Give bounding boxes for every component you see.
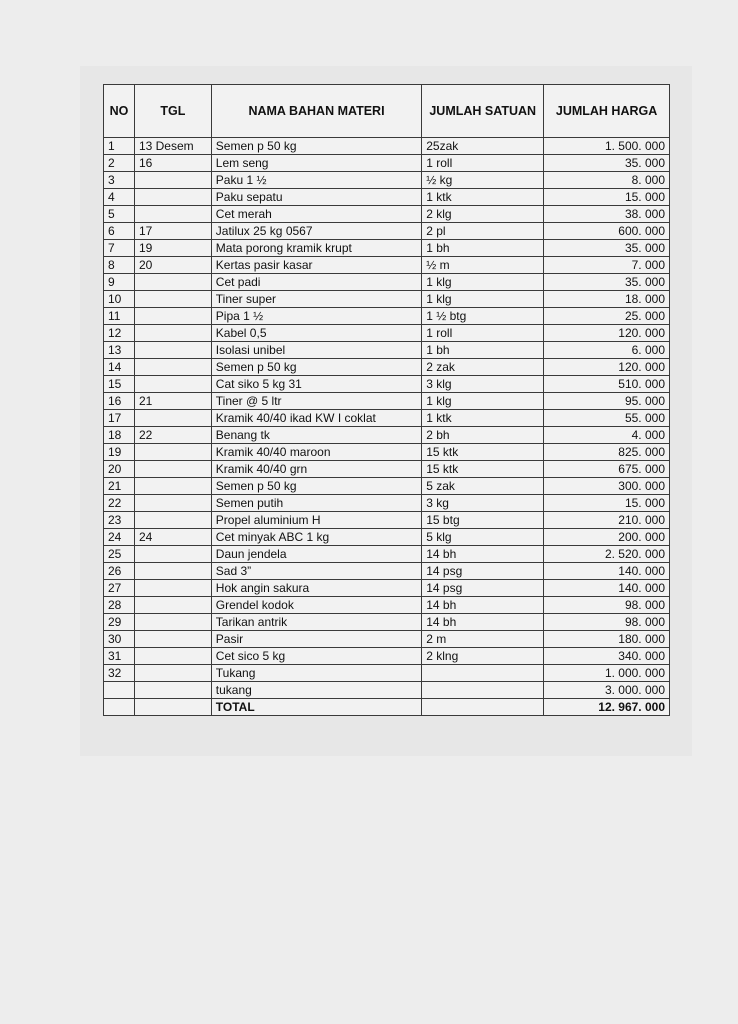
cell-no: 32 [104, 665, 135, 682]
cell-nama: Paku 1 ½ [211, 172, 421, 189]
cell-tgl [134, 308, 211, 325]
cell-no: 3 [104, 172, 135, 189]
cell-tgl: 16 [134, 155, 211, 172]
cell-no: 29 [104, 614, 135, 631]
cell-nama: Cet padi [211, 274, 421, 291]
cell-tgl [134, 546, 211, 563]
table-row [104, 308, 670, 325]
cell-satuan: 2 pl [422, 223, 544, 240]
cell-satuan: 14 bh [422, 546, 544, 563]
cell-satuan: 14 bh [422, 597, 544, 614]
cell-no: 30 [104, 631, 135, 648]
cell-nama: Cet sico 5 kg [211, 648, 421, 665]
cell-harga: 120. 000 [544, 359, 670, 376]
cell-harga: 35. 000 [544, 274, 670, 291]
table-row [104, 342, 670, 359]
cell-satuan: 25zak [422, 138, 544, 155]
cell-harga: 340. 000 [544, 648, 670, 665]
cell-harga: 35. 000 [544, 155, 670, 172]
cell-no: 1 [104, 138, 135, 155]
header-satuan: JUMLAH SATUAN [422, 85, 544, 138]
table-row [104, 155, 670, 172]
cell-nama: Cat siko 5 kg 31 [211, 376, 421, 393]
cell-no: 24 [104, 529, 135, 546]
cell-tgl [134, 274, 211, 291]
table-row [104, 478, 670, 495]
cell-nama: Semen p 50 kg [211, 138, 421, 155]
cell-nama: Kabel 0,5 [211, 325, 421, 342]
cell-tgl [134, 563, 211, 580]
cell-harga: 140. 000 [544, 563, 670, 580]
cell-nama: Tiner super [211, 291, 421, 308]
table-row [104, 631, 670, 648]
cell-satuan: 2 klg [422, 206, 544, 223]
cell-satuan: ½ kg [422, 172, 544, 189]
cell-harga: 15. 000 [544, 189, 670, 206]
cell-satuan: 14 psg [422, 563, 544, 580]
total-label: TOTAL [211, 699, 421, 716]
table-row [104, 512, 670, 529]
cell-tgl [134, 631, 211, 648]
cell-nama: tukang [211, 682, 421, 699]
cell-no: 5 [104, 206, 135, 223]
cell-harga: 3. 000. 000 [544, 682, 670, 699]
cell-harga: 4. 000 [544, 427, 670, 444]
cell-tgl [134, 682, 211, 699]
cell-satuan: 3 kg [422, 495, 544, 512]
table-row [104, 682, 670, 699]
cell-satuan: 5 klg [422, 529, 544, 546]
cell-tgl [134, 614, 211, 631]
cell-harga: 210. 000 [544, 512, 670, 529]
cell-tgl [134, 291, 211, 308]
cell-no: 16 [104, 393, 135, 410]
cell-tgl [134, 342, 211, 359]
cell-satuan: 2 m [422, 631, 544, 648]
table-row [104, 597, 670, 614]
cell-nama: Pipa 1 ½ [211, 308, 421, 325]
header-tgl: TGL [134, 85, 211, 138]
cell-tgl [134, 189, 211, 206]
cell-nama: Hok angin sakura [211, 580, 421, 597]
cell-tgl [134, 478, 211, 495]
table-row [104, 648, 670, 665]
cell-no: 7 [104, 240, 135, 257]
cell-tgl: 20 [134, 257, 211, 274]
cell-satuan: 15 ktk [422, 444, 544, 461]
cell-satuan: 15 ktk [422, 461, 544, 478]
table-body [104, 138, 670, 716]
cell-nama: Propel aluminium H [211, 512, 421, 529]
cell-satuan [422, 682, 544, 699]
cell-harga: 300. 000 [544, 478, 670, 495]
cell-tgl [134, 648, 211, 665]
table-row [104, 546, 670, 563]
cell-satuan: 1 bh [422, 342, 544, 359]
table-row [104, 359, 670, 376]
cell-satuan: 3 klg [422, 376, 544, 393]
cell-no: 22 [104, 495, 135, 512]
table-row [104, 291, 670, 308]
table-row [104, 614, 670, 631]
cell-no: 15 [104, 376, 135, 393]
cell-satuan: 1 ½ btg [422, 308, 544, 325]
cell-satuan: 2 klng [422, 648, 544, 665]
cell-harga: 15. 000 [544, 495, 670, 512]
cell-tgl: 22 [134, 427, 211, 444]
cell-tgl: 21 [134, 393, 211, 410]
cell-satuan: 1 roll [422, 155, 544, 172]
cell-tgl [134, 597, 211, 614]
table-row [104, 257, 670, 274]
cell-tgl [134, 359, 211, 376]
cell-nama: Semen p 50 kg [211, 478, 421, 495]
cell-nama: Sad 3” [211, 563, 421, 580]
header-nama: NAMA BAHAN MATERI [211, 85, 421, 138]
total-cell-tgl [134, 699, 211, 716]
cell-harga: 35. 000 [544, 240, 670, 257]
cell-satuan: 1 klg [422, 393, 544, 410]
cell-no: 20 [104, 461, 135, 478]
material-cost-table [103, 84, 670, 716]
table-row [104, 206, 670, 223]
cell-harga: 510. 000 [544, 376, 670, 393]
cell-harga: 55. 000 [544, 410, 670, 427]
cell-no: 9 [104, 274, 135, 291]
total-value: 12. 967. 000 [544, 699, 670, 716]
cell-harga: 120. 000 [544, 325, 670, 342]
cell-no: 25 [104, 546, 135, 563]
cell-harga: 600. 000 [544, 223, 670, 240]
cell-satuan: 1 roll [422, 325, 544, 342]
cell-nama: Kramik 40/40 maroon [211, 444, 421, 461]
cell-satuan: 1 bh [422, 240, 544, 257]
cell-harga: 140. 000 [544, 580, 670, 597]
cell-tgl [134, 172, 211, 189]
cell-no: 10 [104, 291, 135, 308]
cell-no: 13 [104, 342, 135, 359]
cell-nama: Isolasi unibel [211, 342, 421, 359]
cell-nama: Pasir [211, 631, 421, 648]
cell-tgl [134, 580, 211, 597]
cell-satuan: 14 bh [422, 614, 544, 631]
cell-tgl: 13 Desem [134, 138, 211, 155]
total-cell-satuan [422, 699, 544, 716]
cell-no: 26 [104, 563, 135, 580]
cell-no: 27 [104, 580, 135, 597]
table-row [104, 461, 670, 478]
cell-no: 18 [104, 427, 135, 444]
cell-nama: Kertas pasir kasar [211, 257, 421, 274]
cell-nama: Cet minyak ABC 1 kg [211, 529, 421, 546]
cell-tgl [134, 665, 211, 682]
total-row [104, 699, 670, 716]
cell-tgl [134, 444, 211, 461]
cell-tgl [134, 410, 211, 427]
total-cell-no [104, 699, 135, 716]
cell-satuan: 2 zak [422, 359, 544, 376]
cell-nama: Semen putih [211, 495, 421, 512]
table-row [104, 665, 670, 682]
cell-satuan: 14 psg [422, 580, 544, 597]
cell-tgl [134, 325, 211, 342]
table-row [104, 410, 670, 427]
cell-harga: 675. 000 [544, 461, 670, 478]
table-row [104, 325, 670, 342]
cell-no: 17 [104, 410, 135, 427]
cell-harga: 98. 000 [544, 614, 670, 631]
cell-no: 14 [104, 359, 135, 376]
cell-satuan: 15 btg [422, 512, 544, 529]
cell-satuan: ½ m [422, 257, 544, 274]
cell-tgl: 17 [134, 223, 211, 240]
cell-no: 6 [104, 223, 135, 240]
header-harga: JUMLAH HARGA [544, 85, 670, 138]
cell-satuan: 2 bh [422, 427, 544, 444]
table-row [104, 495, 670, 512]
cell-tgl: 19 [134, 240, 211, 257]
cell-no: 2 [104, 155, 135, 172]
cell-nama: Tarikan antrik [211, 614, 421, 631]
cell-satuan [422, 665, 544, 682]
cell-nama: Cet merah [211, 206, 421, 223]
cell-nama: Daun jendela [211, 546, 421, 563]
cell-harga: 825. 000 [544, 444, 670, 461]
table-row [104, 223, 670, 240]
cell-tgl [134, 376, 211, 393]
cell-no: 4 [104, 189, 135, 206]
table-header-row [104, 85, 670, 138]
cell-no: 31 [104, 648, 135, 665]
cell-no: 21 [104, 478, 135, 495]
cell-no [104, 682, 135, 699]
cell-no: 12 [104, 325, 135, 342]
table-row [104, 529, 670, 546]
cell-tgl [134, 461, 211, 478]
cell-nama: Kramik 40/40 ikad KW I coklat [211, 410, 421, 427]
table-row [104, 580, 670, 597]
cell-harga: 8. 000 [544, 172, 670, 189]
cell-harga: 95. 000 [544, 393, 670, 410]
table-row [104, 172, 670, 189]
cell-nama: Benang tk [211, 427, 421, 444]
cell-harga: 18. 000 [544, 291, 670, 308]
cell-nama: Tiner @ 5 ltr [211, 393, 421, 410]
cell-nama: Paku sepatu [211, 189, 421, 206]
cell-nama: Mata porong kramik krupt [211, 240, 421, 257]
cell-nama: Semen p 50 kg [211, 359, 421, 376]
cell-nama: Jatilux 25 kg 0567 [211, 223, 421, 240]
cell-harga: 1. 000. 000 [544, 665, 670, 682]
cell-no: 23 [104, 512, 135, 529]
cell-harga: 38. 000 [544, 206, 670, 223]
cell-harga: 7. 000 [544, 257, 670, 274]
header-no: NO [104, 85, 135, 138]
cell-harga: 1. 500. 000 [544, 138, 670, 155]
table-row [104, 274, 670, 291]
table-row [104, 240, 670, 257]
cell-nama: Grendel kodok [211, 597, 421, 614]
cell-nama: Kramik 40/40 grn [211, 461, 421, 478]
cell-tgl [134, 495, 211, 512]
cell-harga: 25. 000 [544, 308, 670, 325]
cell-no: 8 [104, 257, 135, 274]
cell-harga: 2. 520. 000 [544, 546, 670, 563]
cell-no: 28 [104, 597, 135, 614]
cell-tgl [134, 206, 211, 223]
table-row [104, 189, 670, 206]
cell-tgl [134, 512, 211, 529]
cell-satuan: 1 klg [422, 274, 544, 291]
cell-satuan: 5 zak [422, 478, 544, 495]
table-row [104, 138, 670, 155]
table-row [104, 427, 670, 444]
cell-nama: Tukang [211, 665, 421, 682]
cell-harga: 98. 000 [544, 597, 670, 614]
cell-satuan: 1 ktk [422, 189, 544, 206]
cell-satuan: 1 ktk [422, 410, 544, 427]
table-row [104, 393, 670, 410]
table-row [104, 376, 670, 393]
cell-harga: 180. 000 [544, 631, 670, 648]
cell-harga: 6. 000 [544, 342, 670, 359]
cell-nama: Lem seng [211, 155, 421, 172]
table-row [104, 563, 670, 580]
cell-satuan: 1 klg [422, 291, 544, 308]
cell-no: 11 [104, 308, 135, 325]
cell-no: 19 [104, 444, 135, 461]
cell-tgl: 24 [134, 529, 211, 546]
cell-harga: 200. 000 [544, 529, 670, 546]
table-row [104, 444, 670, 461]
